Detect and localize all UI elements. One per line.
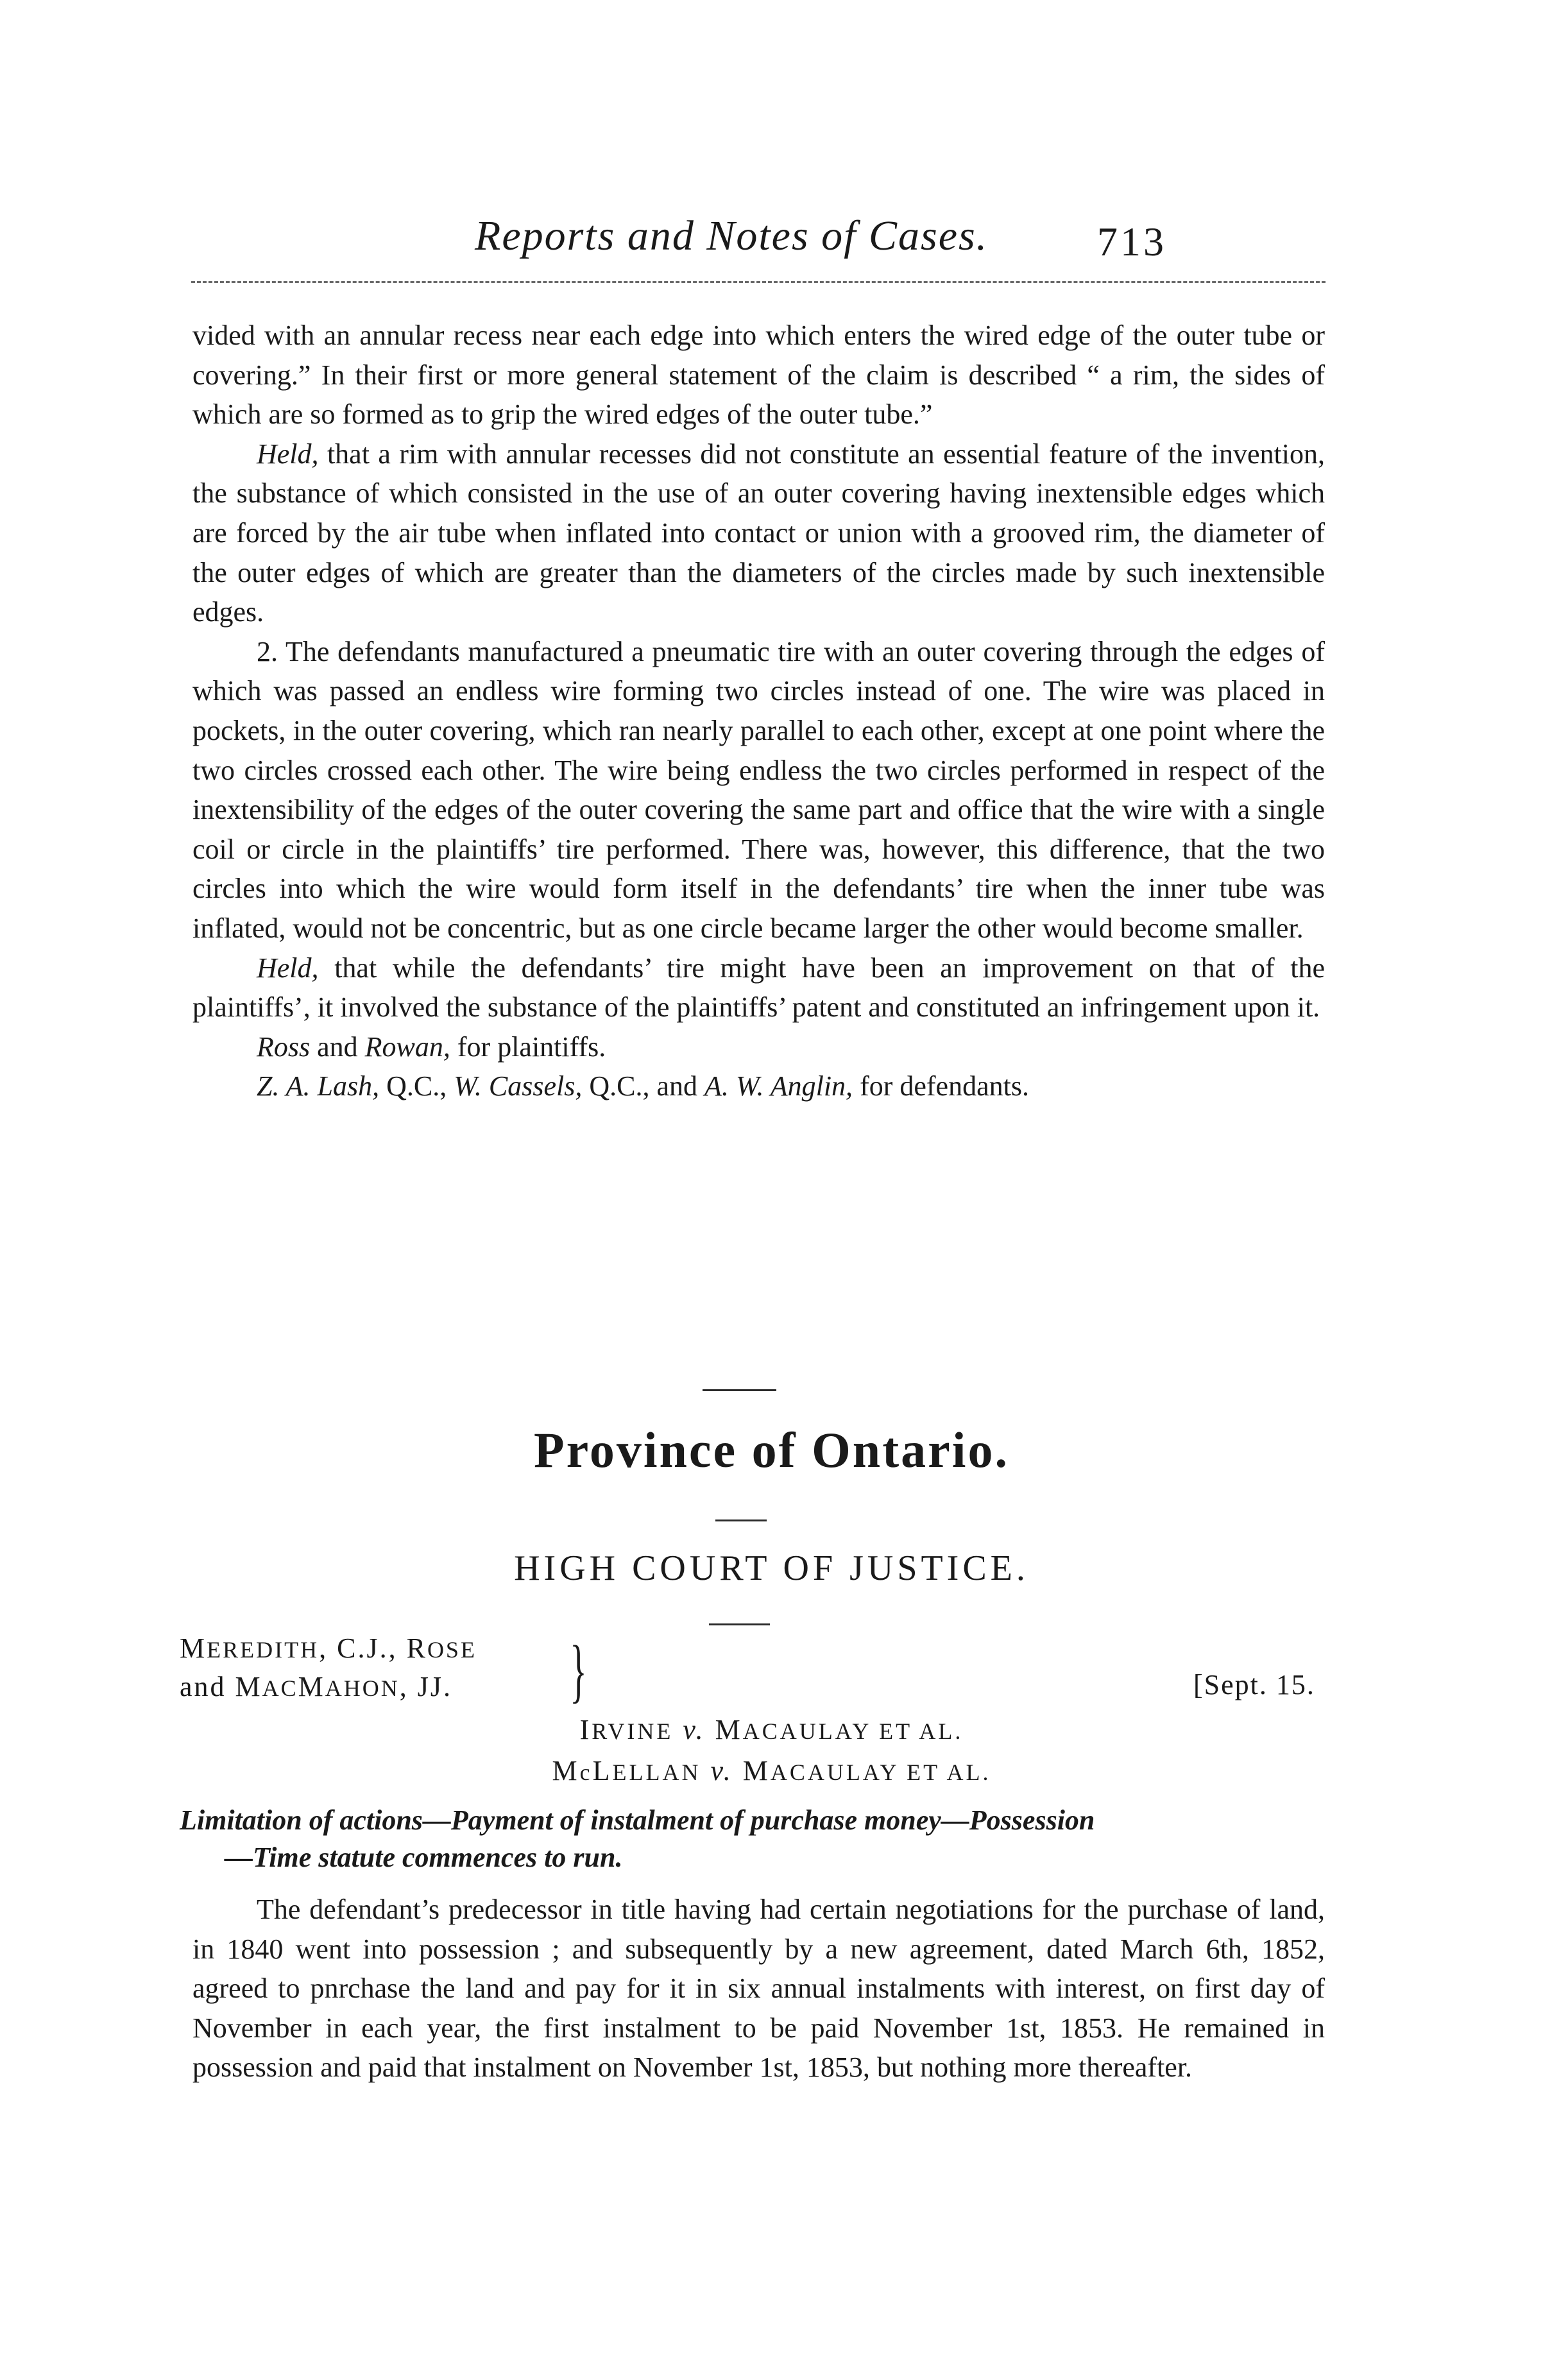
- paragraph-held-1: [192, 434, 1325, 632]
- small-cap-initial: R: [406, 1632, 427, 1664]
- small-cap-text: ACAULAY ET AL.: [742, 1718, 964, 1744]
- bench-text: , JJ.: [399, 1671, 453, 1702]
- headnote-line-1: Limitation of actions—Payment of instalment of purchase money—Possession: [180, 1804, 1095, 1836]
- small-cap-text: AHON: [325, 1675, 400, 1701]
- running-title: Reports and Notes of Cases.: [475, 212, 989, 259]
- small-cap-text: AC: [262, 1675, 298, 1701]
- small-cap-initial: M: [298, 1671, 325, 1702]
- section-rule: [715, 1520, 767, 1521]
- case-title-1: [0, 1713, 1543, 1746]
- bench-text: and: [180, 1671, 235, 1702]
- small-cap-initial: I: [579, 1714, 592, 1745]
- small-cap-initial: M: [552, 1755, 580, 1786]
- held-label: Held,: [257, 438, 319, 470]
- small-cap-text: OSE: [427, 1637, 477, 1663]
- small-cap-text: c: [579, 1759, 593, 1785]
- counsel-text: Q.C., and: [582, 1070, 705, 1102]
- small-cap-initial: M: [742, 1755, 771, 1786]
- counsel-text: and: [310, 1031, 365, 1063]
- versus-label: v.: [683, 1714, 706, 1745]
- counsel-role: for defendants.: [853, 1070, 1029, 1102]
- counsel-name: A. W. Anglin,: [704, 1070, 853, 1102]
- paragraph-claim: vided with an annular recess near each edge into which enters the wired edge of the outer tube or covering.” In their first or more general statement of the claim is described “ a rim, the sides of which are so formed as to grip the wired edges of the outer tube.”: [192, 320, 1325, 431]
- paragraph-facts: The defendant’s predecessor in title having had certain negotiations for the purchase of land, in 1840 went into possession ; and subsequently by a new agreement, dated March 6th, 1852, agreed to pnrchase the land and pay for it in six annual instalments with interest, on first day of November in each year, the first instalment to be paid November 1st, 1853. He remained in possession and paid that instalment on November 1st, 1853, but nothing more thereafter.: [192, 1894, 1325, 2084]
- counsel-name: Rowan,: [364, 1031, 450, 1063]
- counsel-name: W. Cassels,: [454, 1070, 583, 1102]
- section-rule: [703, 1389, 776, 1391]
- bench-line-2: [180, 1668, 477, 1707]
- held-label: Held,: [257, 952, 319, 984]
- small-cap-text: ELLAN: [612, 1759, 701, 1785]
- counsel-name: Z. A. Lash,: [257, 1070, 380, 1102]
- section-rule: [709, 1623, 770, 1625]
- held-2-text: that while the defendants’ tire might have been an improvement on that of the plaintiffs’, it involved the substance of the plaintiffs’ patent and constituted an infringement upon it.: [192, 952, 1326, 1023]
- top-body: [192, 316, 1325, 1106]
- page-number: 713: [1097, 219, 1166, 264]
- counsel-plaintiffs: [192, 1027, 1325, 1067]
- court-heading: HIGH COURT OF JUSTICE.: [514, 1548, 1029, 1588]
- decision-date: [Sept. 15.: [1193, 1669, 1315, 1700]
- small-cap-initial: M: [715, 1714, 743, 1745]
- running-head: [0, 212, 1543, 282]
- small-cap-initial: M: [235, 1671, 262, 1702]
- headnote: [180, 1802, 1325, 1876]
- brace-glyph: }: [570, 1631, 587, 1709]
- bottom-body: [192, 1890, 1325, 2087]
- bench-line-1: [180, 1630, 477, 1668]
- counsel-name: Ross: [257, 1031, 311, 1063]
- small-cap-text: EREDITH: [207, 1637, 320, 1663]
- paragraph-held-2: [192, 948, 1325, 1027]
- counsel-role: for plaintiffs.: [450, 1031, 606, 1063]
- small-cap-initial: M: [180, 1632, 207, 1664]
- counsel-defendants: [192, 1066, 1325, 1106]
- bench-text: , C.J.,: [319, 1632, 407, 1664]
- versus-label: v.: [710, 1755, 733, 1786]
- header-rule: [191, 281, 1326, 283]
- bench-judges: [180, 1630, 477, 1707]
- held-1-text: that a rim with annular recesses did not constitute an essential feature of the invention, the substance of which consisted in the use of an outer covering having inextensible edges which are forced by the air tube when inflated into contact or union with a grooved rim, the diameter of the outer edges of which are greater than the diameters of the circles made by such inextensible edges.: [192, 438, 1326, 628]
- counsel-text: Q.C.,: [379, 1070, 454, 1102]
- case-title-2: [0, 1754, 1543, 1787]
- small-cap-initial: L: [592, 1755, 613, 1786]
- small-cap-text: RVINE: [592, 1718, 674, 1744]
- headnote-line-2: —Time statute commences to run.: [225, 1842, 623, 1873]
- small-cap-text: ACAULAY ET AL.: [770, 1759, 991, 1785]
- paragraph-defendants-tire: 2. The defendants manufactured a pneumatic tire with an outer covering through the edges of which was passed an endless wire forming two circles instead of one. The wire was placed in pockets, in the outer covering, which ran nearly parallel to each other, except at one point where the two circles crossed each other. The wire being endless the two circles performed in respect of the inextensibility of the edges of the outer covering the same part and office that the wire with a single coil or circle in the plaintiffs’ tire performed. There was, however, this difference, that the two circles into which the wire would form itself in the defendants’ tire when the inner tube was inflated, would not be concentric, but as one circle became larger the other would become smaller.: [192, 635, 1325, 944]
- province-heading: Province of Ontario.: [534, 1422, 1009, 1478]
